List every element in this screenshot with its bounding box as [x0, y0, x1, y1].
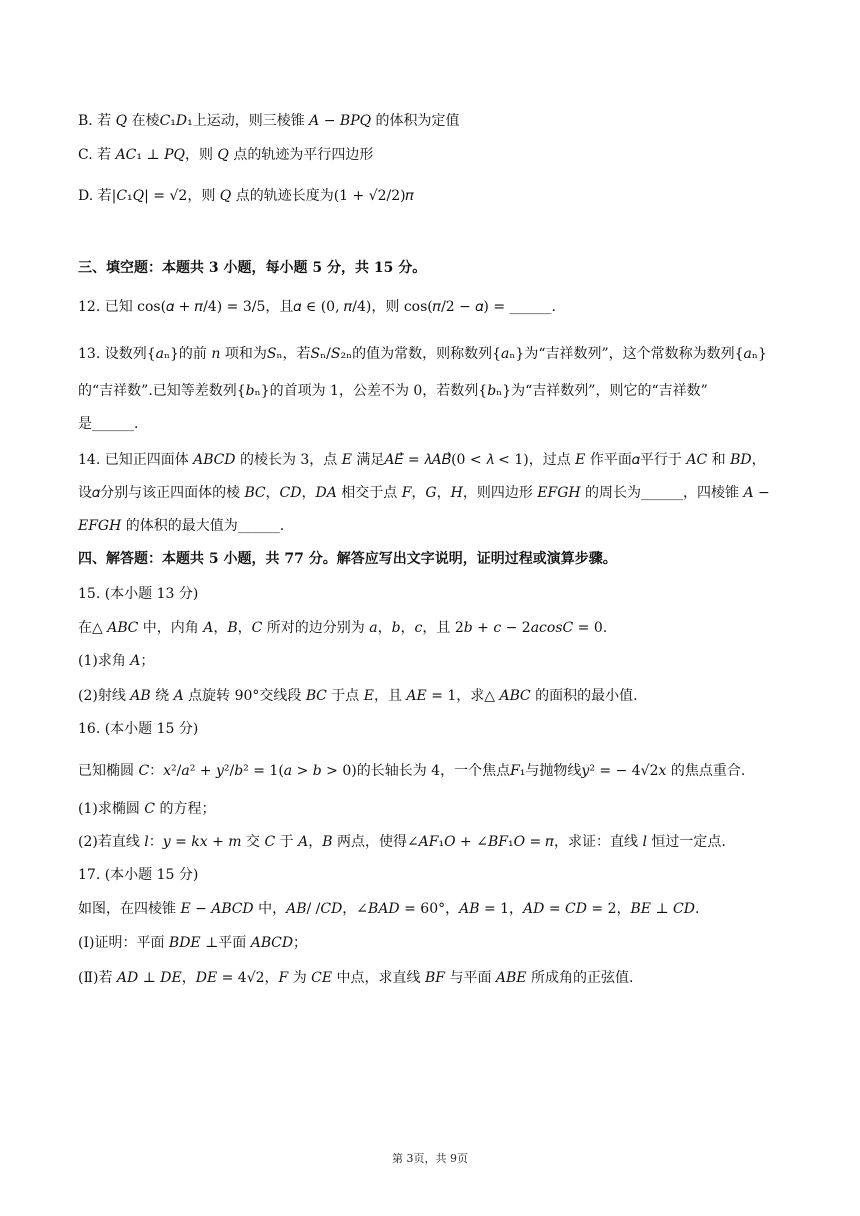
question-17-header: 17. (本小题 15 分): [78, 867, 199, 883]
question-14-line-1: 14. 已知正四面体 𝐴𝐵𝐶𝐷 的棱长为 3，点 𝐸 满足𝐴𝐸⃗ = 𝜆𝐴𝐵⃗(0 < 𝜆 < 1)，过点 𝐸 作平面𝛼平行于 𝐴𝐶 和 𝐵𝐷，: [78, 452, 766, 468]
question-15-header: 15. (本小题 13 分): [78, 586, 199, 602]
question-16-part-1: (1)求椭圆 𝐶 的方程；: [78, 801, 216, 817]
section-3-heading: 三、填空题：本题共 3 小题，每小题 5 分，共 15 分。: [78, 260, 427, 276]
question-15-part-1: (1)求角 𝐴；: [78, 653, 155, 669]
section-4-heading: 四、解答题：本题共 5 小题，共 77 分。解答应写出文字说明，证明过程或演算步骤。: [78, 551, 617, 567]
question-14-line-2: 设𝛼分别与该正四面体的棱 𝐵𝐶，𝐶𝐷，𝐷𝐴 相交于点 𝐹，𝐺，𝐻，则四边形 𝐸𝐹𝐺𝐻 的周长为______，四棱锥 𝐴 −: [78, 485, 770, 501]
question-13-line-2: 的“吉祥数”.已知等差数列{𝑏ₙ}的首项为 1，公差不为 0，若数列{𝑏ₙ}为“吉祥数列”，则它的“吉祥数”: [78, 383, 708, 399]
option-d: D. 若|𝐶₁𝑄| = √2，则 𝑄 点的轨迹长度为(1 + √2/2)𝜋: [78, 188, 414, 204]
question-15-part-2: (2)射线 𝐴𝐵 绕 𝐴 点旋转 90°交线段 𝐵𝐶 于点 𝐸，且 𝐴𝐸 = 1，求△ 𝐴𝐵𝐶 的面积的最小值.: [78, 688, 638, 704]
question-13-line-1: 13. 设数列{𝑎ₙ}的前 𝑛 项和为𝑆ₙ，若𝑆ₙ/𝑆₂ₙ的值为常数，则称数列{𝑎ₙ}为“吉祥数列”，这个常数称为数列{𝑎ₙ}: [78, 346, 767, 362]
question-16-header: 16. (本小题 15 分): [78, 721, 199, 737]
question-17-part-1: (Ⅰ)证明：平面 𝐵𝐷𝐸 ⊥平面 𝐴𝐵𝐶𝐷；: [78, 935, 308, 951]
question-12: 12. 已知 cos(𝛼 + 𝜋/4) = 3/5，且𝛼 ∈ (0, 𝜋/4)，则 cos(𝜋/2 − 𝛼) = ______.: [78, 299, 556, 315]
question-15-stem: 在△ 𝐴𝐵𝐶 中，内角 𝐴，𝐵，𝐶 所对的边分别为 𝑎，𝑏，𝑐，且 2𝑏 + 𝑐 − 2𝑎𝑐𝑜𝑠𝐶 = 0.: [78, 620, 608, 636]
question-17-stem: 如图，在四棱锥 𝐸 − 𝐴𝐵𝐶𝐷 中，𝐴𝐵/ /𝐶𝐷，∠𝐵𝐴𝐷 = 60°，𝐴𝐵 = 1，𝐴𝐷 = 𝐶𝐷 = 2，𝐵𝐸 ⊥ 𝐶𝐷.: [78, 901, 700, 917]
question-17-part-2: (Ⅱ)若 𝐴𝐷 ⊥ 𝐷𝐸，𝐷𝐸 = 4√2，𝐹 为 𝐶𝐸 中点，求直线 𝐵𝐹 与平面 𝐴𝐵𝐸 所成角的正弦值.: [78, 970, 634, 986]
question-16-stem: 已知椭圆 𝐶：𝑥²/𝑎² + 𝑦²/𝑏² = 1(𝑎 > 𝑏 > 0)的长轴长为 4，一个焦点𝐹₁与抛物线𝑦² = − 4√2𝑥 的焦点重合.: [78, 763, 746, 779]
option-c: C. 若 𝐴𝐶₁ ⊥ 𝑃𝑄，则 𝑄 点的轨迹为平行四边形: [78, 147, 374, 163]
question-14-line-3: 𝐸𝐹𝐺𝐻 的体积的最大值为______.: [78, 518, 285, 534]
question-13-line-3: 是______.: [78, 416, 139, 432]
question-16-part-2: (2)若直线 𝑙：𝑦 = 𝑘𝑥 + 𝑚 交 𝐶 于 𝐴，𝐵 两点，使得∠𝐴𝐹₁𝑂 + ∠𝐵𝐹₁𝑂 = 𝜋，求证：直线 𝑙 恒过一定点.: [78, 834, 726, 850]
page-footer: 第 3页，共 9页: [392, 1152, 468, 1165]
option-b: B. 若 𝑄 在棱𝐶₁𝐷₁上运动，则三棱锥 𝐴 − 𝐵𝑃𝑄 的体积为定值: [78, 113, 460, 129]
